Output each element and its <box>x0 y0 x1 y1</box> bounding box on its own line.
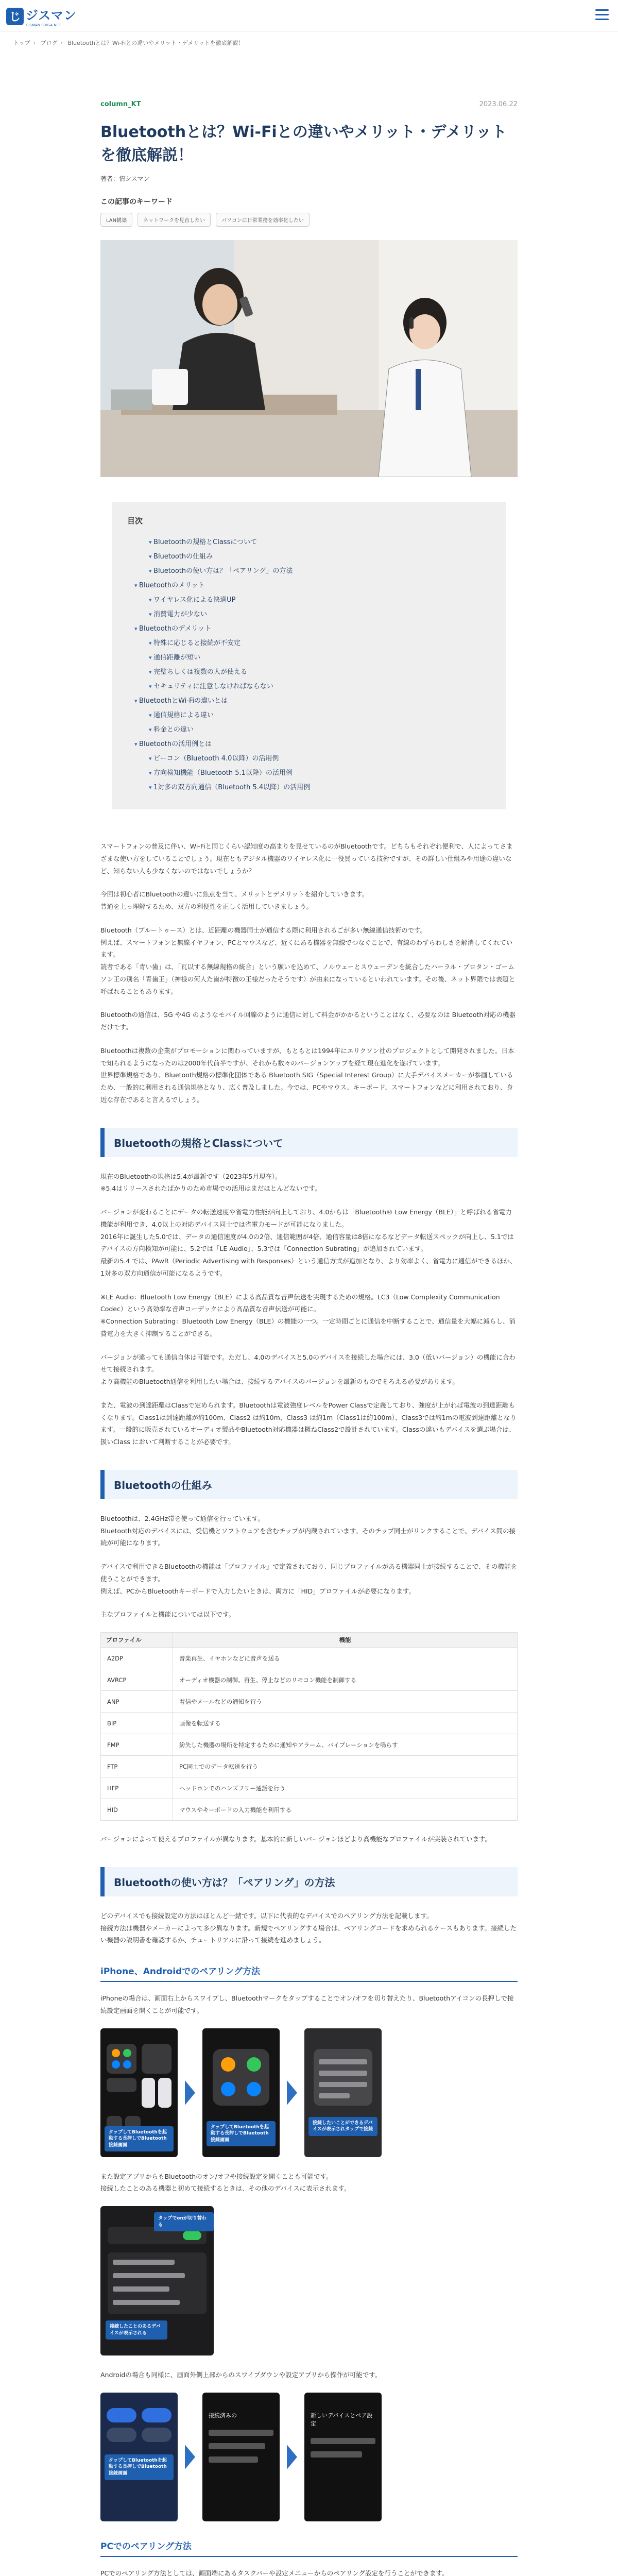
body-paragraph: デバイスで利用できるBluetoothの機能は「プロファイル」で定義されており、同じプロファイルがある機器同士が接続することで、その機能を使うことができます。 例えば、PCからBluetoothキーボードで入力したいときは、両方に「HID」プロファイルが必要になります。 <box>100 1563 518 1595</box>
screenshot-bluetooth-long-press <box>202 2028 280 2157</box>
profile-function-cell: 画像を転送する <box>173 1713 518 1734</box>
subheading-pc: PCでのペアリング方法 <box>100 2539 518 2557</box>
section-heading-mechanism: Bluetoothの仕組み <box>100 1470 518 1499</box>
profile-name-cell: ANP <box>101 1691 173 1713</box>
profile-function-cell: 音楽再生、イヤホンなどに音声を送る <box>173 1648 518 1669</box>
profile-function-cell: マウスやキーボードの入力機能を利用する <box>173 1799 518 1821</box>
arrow-icon <box>185 2445 195 2469</box>
breadcrumb: トップ › ブログ › Bluetoothとは？Wi-Fiとの違いやメリット・デメリットを徹底解説！ <box>13 40 244 46</box>
arrow-icon <box>185 2080 195 2105</box>
toc-item[interactable]: ▾ Bluetoothのメリット <box>127 579 491 593</box>
toc-item[interactable]: ▾ Bluetoothのデメリット <box>127 622 491 636</box>
table-row <box>101 1777 518 1799</box>
body-paragraph: Androidの場合も同様に、画面外側上部からのスワイプダウンや設定アプリから操作が可能です。 <box>100 2371 382 2379</box>
article-title: Bluetoothとは？Wi-Fiとの違いやメリット・デメリットを徹底解説！ <box>100 123 507 164</box>
keyword-heading: この記事のキーワード <box>100 198 173 206</box>
body-paragraph: また設定アプリからもBluetoothのオン/オフや接続設定を開くことも可能です。 接続したことのある機器と初めて接続するときは、その他のデバイスに表示されます。 <box>100 2172 351 2193</box>
body-paragraph: Bluetoothは、2.4GHz帯を使って通信を行っています。 Bluetooth対応のデバイスには、受信機とソフトウェアを含むチップが内蔵されています。そのチップ同士がリンクすることで、デバイス間の接続が可能になります。 <box>100 1514 516 1547</box>
callout-android-tap: タップしてBluetoothを起動する長押しでBluetooth接続画面 <box>105 2454 174 2480</box>
arrow-icon <box>287 2445 297 2469</box>
breadcrumb-blog[interactable]: ブログ <box>40 40 58 46</box>
toc-item[interactable]: ▾ 料金との違い <box>127 723 491 737</box>
iphone-screenshots <box>100 2028 518 2157</box>
intro-paragraph: Bluetoothの通信は、5G や4G のようなモバイル回線のように通信に対して料金がかかるということはなく、必要なのは Bluetooth対応の機器だけです。 <box>100 1011 516 1031</box>
callout-known-devices: 接続したことのあるデバイスが表示される <box>106 2320 167 2340</box>
arrow-icon <box>287 2080 297 2105</box>
intro-paragraph: 今回は初心者にBluetoothの違いに焦点を当て、メリットとデメリットを紹介していきます。 普通を上っ理解するため、双方の利便性を正しく活用していきましょう。 <box>100 890 369 910</box>
top-bar <box>0 0 618 31</box>
section-heading-standards: Bluetoothの規格とClassについて <box>100 1128 518 1157</box>
breadcrumb-current: Bluetoothとは？Wi-Fiとの違いやメリット・デメリットを徹底解説！ <box>67 40 244 46</box>
profile-name-cell: HFP <box>101 1777 173 1799</box>
screenshot-android-connected <box>202 2393 280 2521</box>
profile-table-body <box>101 1648 518 1821</box>
profile-name-cell: BIP <box>101 1713 173 1734</box>
toc-item[interactable]: ▾ Bluetoothの規格とClassについて <box>127 535 491 550</box>
table-row <box>101 1648 518 1669</box>
profile-name-cell: FMP <box>101 1734 173 1756</box>
profile-name-cell: HID <box>101 1799 173 1821</box>
callout-toggle: タップでonが切り替わる <box>154 2212 214 2231</box>
toc-list <box>127 535 491 795</box>
hero-illustration <box>100 240 518 477</box>
android-new-device-illustration <box>304 2433 382 2521</box>
site-logo[interactable] <box>6 5 77 27</box>
android-connected-illustration <box>202 2425 280 2517</box>
table-of-contents <box>112 502 506 809</box>
table-header: 機能 <box>173 1633 518 1648</box>
body-paragraph: バージョンによって使えるプロファイルが異なります。基本的に新しいバージョンほどより高機能なプロファイルが実装されています。 <box>100 1835 492 1843</box>
profile-function-cell: ヘッドホンでのハンズフリー通話を行う <box>173 1777 518 1799</box>
toc-title: 目次 <box>127 516 143 526</box>
screenshot-device-list <box>304 2028 382 2157</box>
android-screenshots <box>100 2393 518 2521</box>
profile-function-cell: オーディオ機器の制御。再生、停止などのリモコン機能を制御する <box>173 1669 518 1691</box>
article <box>100 100 518 2576</box>
body-paragraph: PCでのペアリング方法としては、画面端にあるタスクバーや設定メニューからのペアリング設定を行うことができます。 <box>100 2569 449 2576</box>
toc-item[interactable]: ▾ 特殊に応じると接続が不安定 <box>127 636 491 651</box>
profile-name-cell: FTP <box>101 1756 173 1777</box>
logo-subtext: GISMAN SHIGA NET <box>26 23 61 27</box>
profile-function-cell: 紛失した機器の場所を特定するために通知やアラーム、バイブレーションを鳴らす <box>173 1734 518 1756</box>
toc-item[interactable]: ▾ ビーコン（Bluetooth 4.0以降）の活用例 <box>127 752 491 766</box>
toc-item[interactable]: ▾ 通信規格による違い <box>127 708 491 723</box>
table-row <box>101 1713 518 1734</box>
toc-item[interactable]: ▾ 消費電力が少ない <box>127 607 491 622</box>
toc-item[interactable]: ▾ セキュリティに注意しなければならない <box>127 680 491 694</box>
screenshot-android-new-device <box>304 2393 382 2521</box>
device-list-illustration <box>304 2028 382 2157</box>
toc-item[interactable]: ▾ Bluetoothの仕組み <box>127 550 491 564</box>
logo-mark: じ <box>6 8 24 25</box>
subheading-smartphone: iPhone、Androidでのペアリング方法 <box>100 1964 518 1982</box>
callout-device-list: 接続したいことができるデバイスが表示されタップで接続 <box>308 2117 377 2136</box>
menu-icon[interactable] <box>595 9 609 21</box>
body-paragraph: 主なプロファイルと機能については以下です。 <box>100 1611 235 1619</box>
toc-item[interactable]: ▾ Bluetoothの使い方は？「ペアリング」の方法 <box>127 564 491 579</box>
android-screen-title: 新しいデバイスとペア設定 <box>311 2412 373 2427</box>
body-paragraph: 現在のBluetoothの規格は5.4が最新です（2023年5月現在）。 ※5.4はリリースされたばかりのため市場での活用はまだほとんどないです。 <box>100 1172 321 1193</box>
category-label[interactable]: column_KT <box>100 100 141 108</box>
logo-text: ジスマン <box>26 8 77 23</box>
toc-item[interactable]: ▾ BluetoothとWi-Fiの違いとは <box>127 694 491 708</box>
profile-function-cell: PC同士でのデータ転送を行う <box>173 1756 518 1777</box>
body-paragraph: バージョンが違っても通信自体は可能です。ただし、4.0のデバイスと5.0のデバイスを接続した場合には、3.0（低いバージョン）の機能に合わせて接続されます。 より高機能のBluetooth通信を利用したい場合は、接続するデバイスのバージョンを最新のものでそろえる必要があります。 <box>100 1353 516 1385</box>
body-paragraph: また、電波の到達距離はClassで定められます。Bluetoothは電波強度レベルをPower Classで定義しており、強度が上がれば電波の到達距離もくなります。Class1は到達距離が約100m、Class2 は約10m、Class3 は約1m（Class1は約100m）、Class3では約1mの電波到達距離となります。一般的に販売されているオーディオ製品やBluetooth対応機器は概ねClass2で設計されています。Classの違いもデバイスを選ぶ場合は、扱いClass において判断することが必要です。 <box>100 1401 517 1446</box>
body-paragraph: iPhoneの場合は、画面右上からスワイプし、Bluetoothマークをタップすることでオン/オフを切り替えたり、Bluetoothアイコンの長押しで接続設定画面を開くことが可能です。 <box>100 1994 514 2014</box>
profile-table <box>100 1632 518 1821</box>
body-paragraph: どのデバイスでも接続設定の方法はほとんど一緒です。以下に代表的なデバイスでのペアリング方法を記載します。 接続方法は機器やメーカーによって多少異なります。新規でペアリングする場合は、ペアリングコードを求められるケースもあります。接続したい機器の説明書を確認するか、チュートリアルに沿って接続を進めましょう。 <box>100 1911 517 1944</box>
table-row <box>101 1734 518 1756</box>
toc-item[interactable]: ▾ 通信距離が短い <box>127 651 491 665</box>
android-screen-title: 接続済みの <box>209 2412 237 2419</box>
tag[interactable]: ネットワークを見直したい <box>138 213 211 227</box>
toc-item[interactable]: ▾ 1対多の双方向通信（Bluetooth 5.4以降）の活用例 <box>127 781 491 795</box>
callout-tap-bluetooth: タップしてBluetoothを起動する長押しでBluetooth接続画面 <box>105 2126 174 2152</box>
hero-image <box>100 240 518 477</box>
publish-date: 2023.06.22 <box>479 100 518 108</box>
section-heading-pairing: Bluetoothの使い方は？「ペアリング」の方法 <box>100 1867 518 1896</box>
body-paragraph: ※LE Audio：Bluetooth Low Energy（BLE）による高品質な音声伝送を実現するための規格。LC3（Low Complexity Communication Codec）という高効率な音声コーデックにより高品質な音声伝送が可能に。 ※Connection Subrating：Bluetooth Low Energy（BLE）の機能の一つ。一定時間ごとに通信を中断することで、通信量を大幅に減らし、消費電力を大きく抑制することができる。 <box>100 1293 516 1337</box>
table-row <box>101 1691 518 1713</box>
table-row <box>101 1756 518 1777</box>
profile-name-cell: A2DP <box>101 1648 173 1669</box>
screenshot-control-center <box>100 2028 178 2157</box>
author: 著者：情シスマン <box>100 175 150 182</box>
toc-item[interactable]: ▾ 完璧ちしくは複数の人が使える <box>127 665 491 680</box>
table-row <box>101 1669 518 1691</box>
intro-paragraph: スマートフォンの普及に伴い、Wi-Fiと同じくらい認知度の高まりを見せているのがBluetoothです。どちらもそれぞれ便利で、人によってさまざまな使い方をしていることでしょう。現在ともデジタル機器のワイヤレス化に一役買っている技術ですが、その詳しい仕組みや用途の違いなど、知らない人も少なくないのではないでしょうか？ <box>100 842 513 875</box>
table-header: プロファイル <box>101 1633 173 1648</box>
toc-item[interactable]: ▾ ワイヤレス化による快適UP <box>127 593 491 607</box>
screenshot-settings-bluetooth <box>100 2206 214 2355</box>
body-paragraph: バージョンが変わることにデータの転送速度や省電力性能が向上しており、4.0からは「Bluetooth® Low Energy（BLE）」と呼ばれる省電力機能が利用でき、4.0以上の対応デバイス同士では省電力モードが可能になりました。 2016年に誕生した5.0では、データの通信速度が4.0の2倍、通信範囲が4倍、通信容量は8倍になるなどデータ転送スペックが向上し、5.1ではデバイスの方向検知が可能に、5.2では「LE Audio」、5.3では「Connection Subrating」が追加されています。 最新の5.4 では、PAwR（Periodic Advertising with Responses）という通信方式が追加となり、より効率よく、省電力に通信ができるほか、1対多の双方向通信が可能になるようです。 <box>100 1208 517 1277</box>
intro-paragraph: Bluetooth（ブルートゥース）とは、近距離の機器同士が通信する際に利用されるごが多い無線通信技術のです。 例えば、スマートフォンと無線イヤフォン、PCとマウスなど、近くにある機器を無線でつなぐことで、有線のわずらわしさを解消してくれています。 読者である「青い歯」は、「瓦以する無線規格の統合」という願いを込めて、ノルウェーとスウェーデンを統合したハーラル・ブロタン・ゴームソン王の別名「青歯王」（神様の何人た歯が特徴の王様だったそうです）が由来になっているといわれています。その後、ネット界隈では表題と呼ばれることもあります。 <box>100 926 516 995</box>
callout-long-press: タップしてBluetoothを起動する長押しでBluetooth接続画面 <box>207 2121 276 2147</box>
profile-function-cell: 着信やメールなどの通知を行う <box>173 1691 518 1713</box>
tag[interactable]: LAN構築 <box>100 213 132 227</box>
intro-paragraph: Bluetoothは複数の企業がプロモーションに関わっていますが、もともとは1994年にエリクソン社のプロジェクトとして開発されました。日本で知られるようになったのは2000年代前半ですが、それから数々のバージョンアップを経て現在進化を遂げています。 世界標準規格であり、Bluetooth規格の標準化団体である Bluetooth SIG（Special Interest Group）に大手デバイスメーカーが参画しているため、一般的に利用される通信規格となり、広く普及しました。今では、PCやマウス、キーボード、スマートフォンなどに利用されており、身近な存在であると言えるでしょう。 <box>100 1046 514 1104</box>
toc-item[interactable]: ▾ Bluetoothの活用例とは <box>127 737 491 752</box>
breadcrumb-home[interactable]: トップ <box>13 40 30 46</box>
keyword-tags <box>100 213 518 227</box>
profile-name-cell: AVRCP <box>101 1669 173 1691</box>
toc-item[interactable]: ▾ 方向検知機能（Bluetooth 5.1以降）の活用例 <box>127 766 491 781</box>
iphone-settings-screenshot <box>100 2206 518 2355</box>
table-row <box>101 1799 518 1821</box>
tag[interactable]: パソコンに日常業務を効率化したい <box>216 213 310 227</box>
screenshot-android-quick-settings <box>100 2393 178 2521</box>
